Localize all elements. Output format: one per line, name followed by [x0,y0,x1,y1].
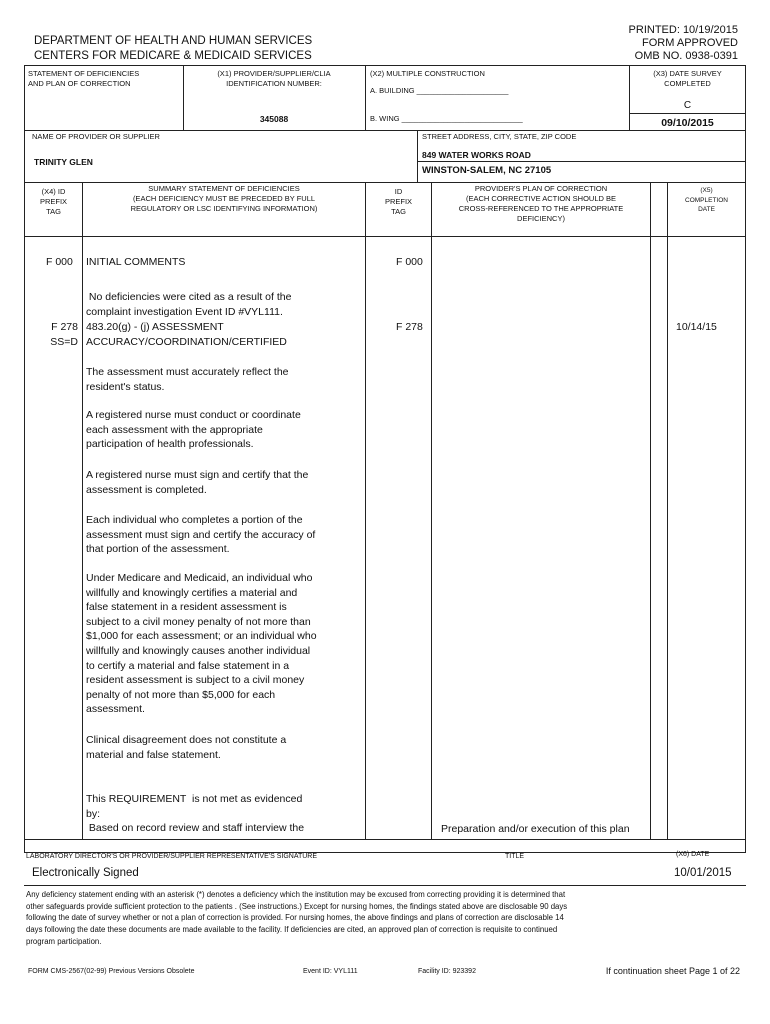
scope-severity: SS=D [50,335,78,348]
omb-number: OMB NO. 0938-0391 [634,50,738,62]
tag-f000-plan: F 000 [396,256,423,268]
street-address: 849 WATER WORKS ROAD [422,150,531,160]
provider-id-value: 345088 [259,114,289,124]
wing-field: B. WING _____________________________ [370,114,523,123]
disclaimer: Any deficiency statement ending with an asterisk (*) denotes a deficiency which the institution may be excused from correcting providing it is determined that other safeguards provide sufficient protection to the patients . (See instructions.) Except for nursing homes, the findings stated above are disclosable 90 days following the date of survey whether or not a plan of correction is provided. For nursing homes, the above findings and plans of correction are disclosable 14 days following the date these documents are made available to the facility. If deficiencies are cited, an approved plan of correction is requisite to continued program participation. [26,890,568,946]
agency-name: CENTERS FOR MEDICARE & MEDICAID SERVICES [34,50,312,62]
no-deficiencies-text: No deficiencies were cited as a result of the complaint investigation Event ID #VYL111. [86,291,292,318]
tag-f278-plan: F 278 [396,321,423,333]
plan-of-correction-text: Preparation and/or execution of this plan [441,823,630,835]
plan-header: PROVIDER'S PLAN OF CORRECTION (EACH CORRECTIVE ACTION SHOULD BE CROSS-REFERENCED TO THE APPROPRIATE DEFICIENCY) [458,184,624,223]
address-label: STREET ADDRESS, CITY, STATE, ZIP CODE [422,132,577,141]
id-prefix-header: ID PREFIX TAG [384,187,413,216]
paragraph-2: A registered nurse must conduct or coordinate each assessment with the appropriate participation of health professionals. [86,409,301,451]
provider-name-label: NAME OF PROVIDER OR SUPPLIER [32,132,160,141]
paragraph-5: Under Medicare and Medicaid, an individual who willfully and knowingly certifies a material and false statement in a resident assessment is subject to a civil money penalty of not more than $1,000 for each assessment; or an individual who willfully and knowingly causes another individual to certify a material and false statement in a resident assessment is subject to a civil money penalty of not more than $5,000 for each assessment. [86,572,317,716]
completion-date-header: (X5) COMPLETION DATE [685,187,728,213]
printed-date: PRINTED: 10/19/2015 [628,24,738,36]
initial-comments-title: INITIAL COMMENTS [86,256,186,268]
form-header-right [538,24,738,63]
survey-code: C [683,100,692,111]
paragraph-4: Each individual who completes a portion of the assessment must sign and certify the accuracy of that portion of the assessment. [86,514,316,556]
survey-date-label: (X3) DATE SURVEY COMPLETED [653,69,722,88]
tag-f278: F 278 SS=D [28,320,78,349]
survey-date: 09/10/2015 [661,117,714,129]
signature-value: Electronically Signed [32,867,139,879]
date-label: (X6) DATE [676,851,710,858]
f278-title: 483.20(g) - (j) ASSESSMENT ACCURACY/COORDINATION/CERTIFIED [86,321,287,348]
department-name: DEPARTMENT OF HEALTH AND HUMAN SERVICES [34,35,313,47]
form-number: FORM CMS-2567(02-99) Previous Versions Obsolete [28,968,195,975]
provider-name: TRINITY GLEN [34,157,93,167]
paragraph-3: A registered nurse must sign and certify that the assessment is completed. [86,469,309,496]
x4-header: (X4) ID PREFIX TAG [39,187,68,216]
statement-label: STATEMENT OF DEFICIENCIES AND PLAN OF CORRECTION [28,69,140,88]
facility-id: Facility ID: 923392 [418,968,476,975]
signature-label: LABORATORY DIRECTOR'S OR PROVIDER/SUPPLIER REPRESENTATIVE'S SIGNATURE [26,853,318,860]
paragraph-7: This REQUIREMENT is not met as evidenced by: Based on record review and staff interview the [86,793,305,835]
signature-date: 10/01/2015 [674,867,732,879]
event-id: Event ID: VYL111 [303,968,358,975]
tag-f000: F 000 [46,256,73,268]
f278-completion-date: 10/14/15 [676,321,717,333]
form-header-left [34,34,312,64]
city-state-zip: WINSTON-SALEM, NC 27105 [422,165,552,176]
provider-id-label: (X1) PROVIDER/SUPPLIER/CLIA IDENTIFICATION NUMBER: [217,69,331,88]
building-field: A. BUILDING ______________________ [370,86,509,95]
paragraph-1: The assessment must accurately reflect the resident's status. [86,366,289,393]
summary-header: SUMMARY STATEMENT OF DEFICIENCIES (EACH DEFICIENCY MUST BE PRECEDED BY FULL REGULATORY OR LSC IDENTIFYING INFORMATION) [130,184,318,213]
title-label: TITLE [505,853,525,860]
form-approved: FORM APPROVED [642,37,738,49]
multiple-construction-label: (X2) MULTIPLE CONSTRUCTION [370,69,485,78]
paragraph-6: Clinical disagreement does not constitute a material and false statement. [86,734,287,761]
page-number: If continuation sheet Page 1 of 22 [605,966,740,976]
